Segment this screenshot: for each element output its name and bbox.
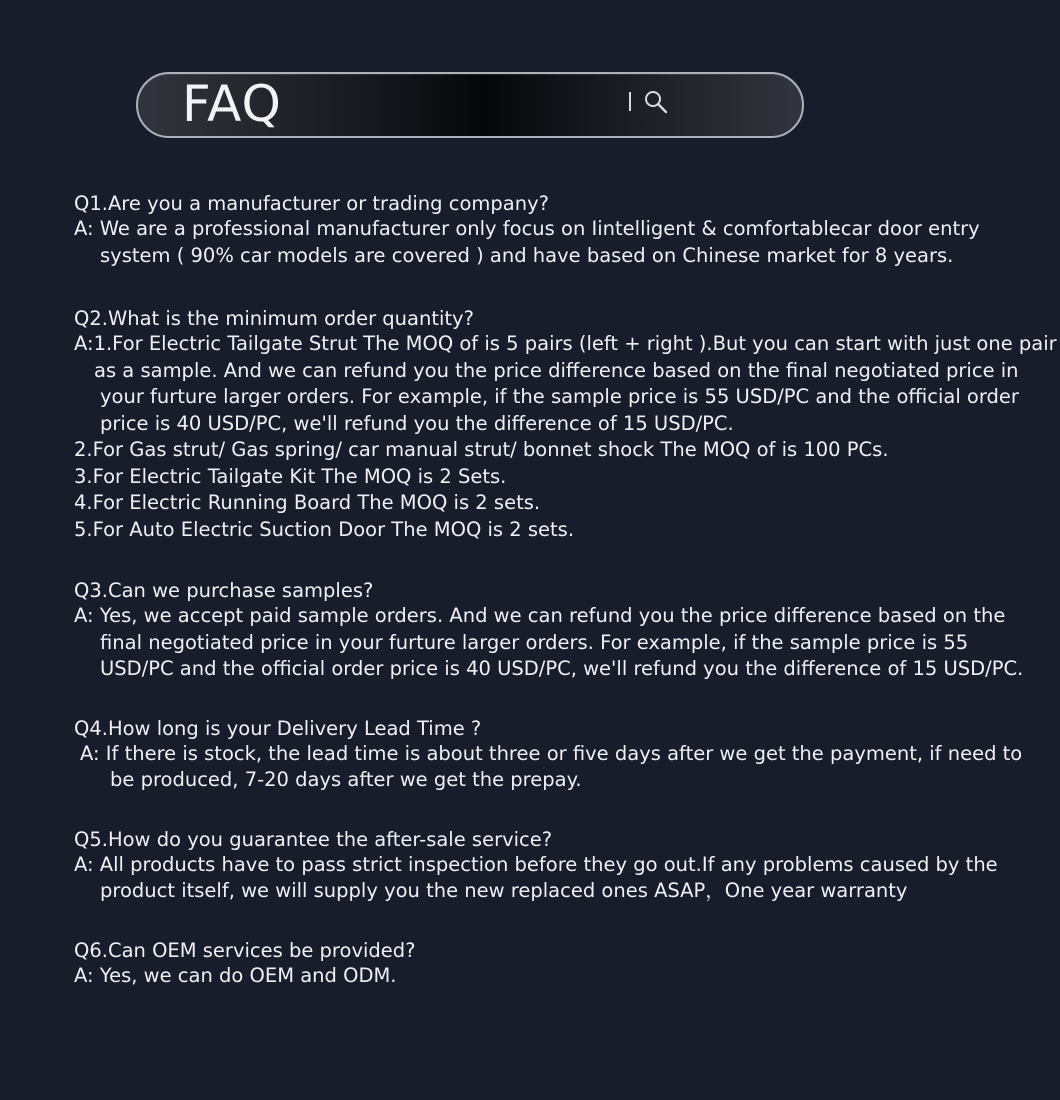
faq-answer-line: A: Yes, we can do OEM and ODM. bbox=[74, 963, 397, 987]
faq-item-q6 bbox=[74, 939, 1014, 990]
faq-item-q3 bbox=[74, 579, 1024, 683]
text-cursor bbox=[629, 92, 631, 111]
faq-question: Q2.What is the minimum order quantity? bbox=[74, 307, 474, 330]
faq-answer-line: system ( 90% car models are covered ) and have based on Chinese market for 8 years. bbox=[100, 243, 954, 267]
faq-question: Q5.How do you guarantee the after-sale service? bbox=[74, 827, 553, 851]
faq-item-q4 bbox=[74, 716, 1023, 794]
faq-question: Q6.Can OEM services be provided? bbox=[74, 938, 416, 962]
faq-answer-line: your furture larger orders. For example, if the sample price is 55 USD/PC and the official order bbox=[100, 385, 1019, 408]
faq-answer-line: A: We are a professional manufacturer only focus on Iintelligent & comfortablecar door entry bbox=[74, 217, 980, 240]
search-icon[interactable] bbox=[643, 89, 669, 115]
faq-question: Q4.How long is your Delivery Lead Time ? bbox=[74, 716, 482, 740]
faq-answer-line: 5.For Auto Electric Suction Door The MOQ is 2 sets. bbox=[74, 517, 575, 541]
faq-answer-line: A: All products have to pass strict inspection before they go out.If any problems caused by the bbox=[74, 852, 998, 876]
faq-answer-line: price is 40 USD/PC, we'll refund you the difference of 15 USD/PC. bbox=[100, 411, 734, 435]
faq-answer-line: be produced, 7-20 days after we get the prepay. bbox=[110, 768, 582, 791]
faq-answer-line: 4.For Electric Running Board The MOQ is 2 sets. bbox=[74, 491, 541, 514]
faq-answer-line: 3.For Electric Tailgate Kit The MOQ is 2 Sets. bbox=[74, 464, 507, 488]
faq-answer-line: final negotiated price in your furture larger orders. For example, if the sample price is 55 bbox=[100, 630, 969, 654]
faq-answer-line: 2.For Gas strut/ Gas spring/ car manual strut/ bonnet shock The MOQ of is 100 PCs. bbox=[74, 438, 889, 461]
faq-question: Q3.Can we purchase samples? bbox=[74, 579, 374, 602]
faq-title: FAQ bbox=[182, 75, 282, 133]
faq-item-q5 bbox=[74, 828, 1014, 905]
faq-answer-line: USD/PC and the official order price is 40 USD/PC, we'll refund you the difference of 15 USD/PC. bbox=[100, 657, 1024, 680]
faq-answer-line: product itself, we will supply you the new replaced ones ASAP，One year warranty bbox=[100, 879, 908, 902]
faq-question: Q1.Are you a manufacturer or trading company? bbox=[74, 192, 549, 215]
faq-answer-line: A:1.For Electric Tailgate Strut The MOQ of is 5 pairs (left + right ).But you can start with just one pair bbox=[74, 332, 1057, 355]
faq-item-q1 bbox=[74, 192, 1014, 269]
faq-answer-line: A: Yes, we accept paid sample orders. And we can refund you the price difference based on the bbox=[74, 604, 1006, 627]
faq-search-bar[interactable] bbox=[136, 72, 804, 138]
faq-answer-line: A: If there is stock, the lead time is about three or five days after we get the payment, if need to bbox=[80, 741, 1023, 765]
faq-answer-line: as a sample. And we can refund you the price difference based on the final negotiated price in bbox=[94, 358, 1019, 382]
faq-item-q2 bbox=[74, 307, 1057, 543]
faq-list bbox=[74, 192, 1057, 1029]
